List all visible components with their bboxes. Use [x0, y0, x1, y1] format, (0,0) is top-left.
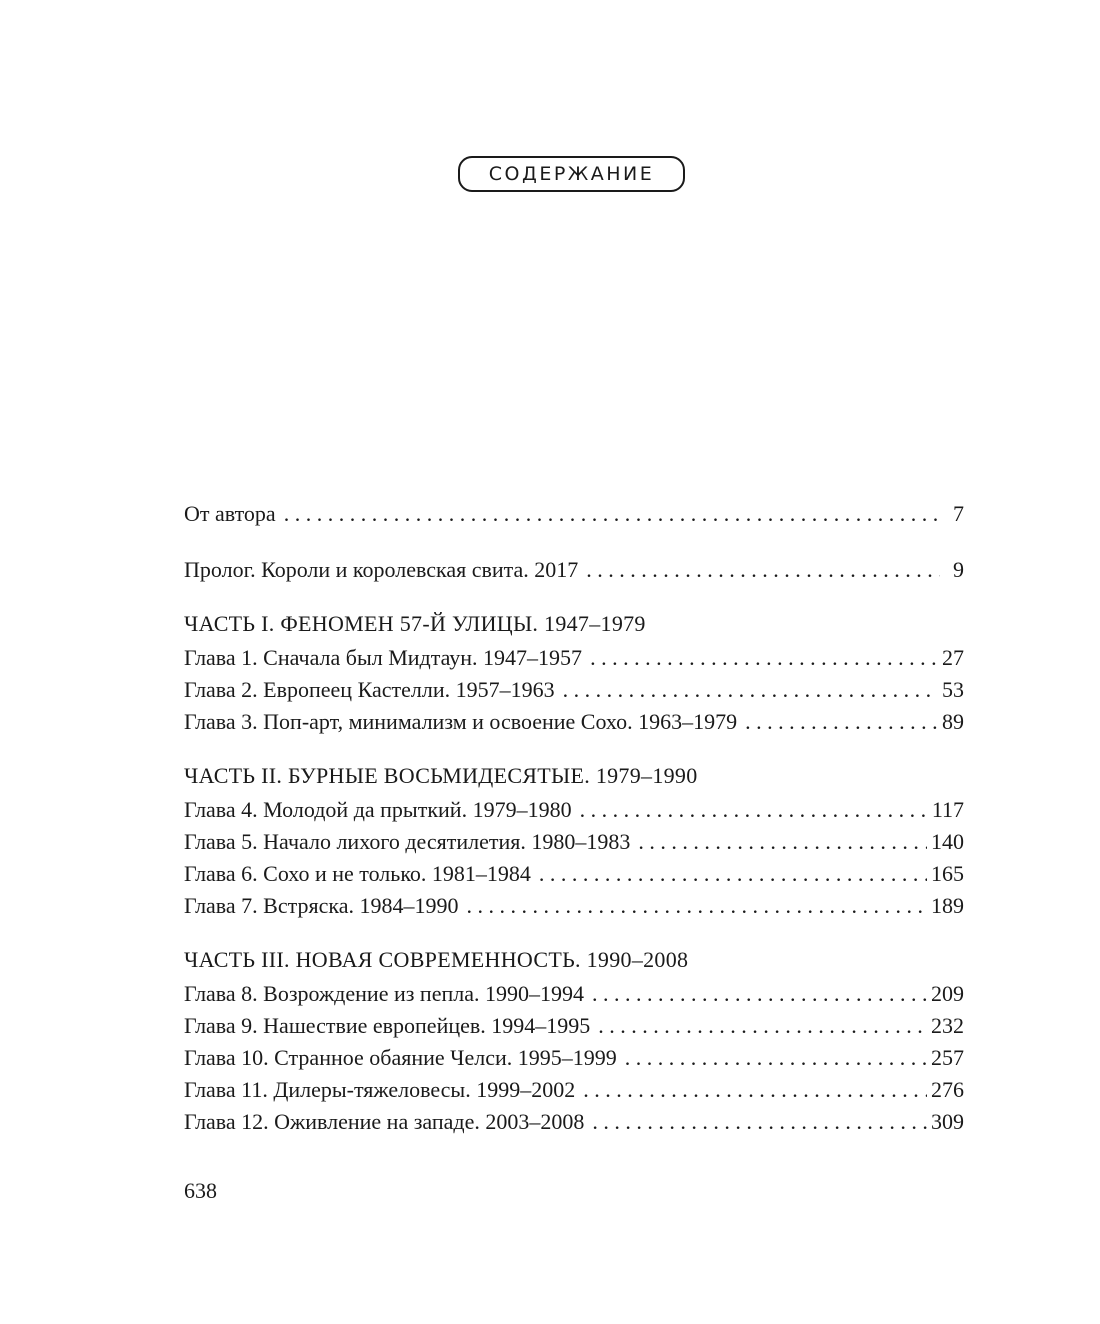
- dot-leader: [638, 826, 927, 858]
- toc-entry-page: 309: [931, 1109, 964, 1134]
- dot-leader: [625, 1042, 927, 1074]
- toc-entry-page: 117: [931, 797, 964, 822]
- dot-leader: [592, 978, 927, 1010]
- toc-entry-label: Глава 4. Молодой да прыткий. 1979–1980: [184, 797, 572, 822]
- dot-leader: [539, 858, 927, 890]
- toc-entry-chapter-9[interactable]: [184, 1010, 964, 1042]
- contents-title: СОДЕРЖАНИЕ: [488, 163, 655, 185]
- toc-entry-page: 53: [942, 677, 964, 702]
- toc-entry-chapter-3[interactable]: [184, 706, 964, 738]
- toc-entry-chapter-5[interactable]: [184, 826, 964, 858]
- toc-entry-prologue[interactable]: [184, 554, 964, 586]
- toc-entry-label: Глава 11. Дилеры-тяжеловесы. 1999–2002: [184, 1077, 576, 1102]
- toc-entry-label: От автора: [184, 501, 276, 526]
- toc-entry-page: 232: [931, 1013, 964, 1038]
- toc-entry-label: Пролог. Короли и королевская свита. 2017: [184, 557, 579, 582]
- toc-entry-page: 7: [953, 501, 964, 526]
- toc-entry-label: Глава 3. Поп-арт, минимализм и освоение Сохо. 1963–1979: [184, 709, 738, 734]
- toc-entry-label: Глава 2. Европеец Кастелли. 1957–1963: [184, 677, 555, 702]
- toc-entry-label: Глава 5. Начало лихого десятилетия. 1980–1983: [184, 829, 631, 854]
- contents-title-box: [458, 156, 685, 192]
- toc-entry-page: 27: [942, 645, 964, 670]
- dot-leader: [745, 706, 938, 738]
- toc-entry-page: 140: [931, 829, 964, 854]
- toc-entry-label: Глава 10. Странное обаяние Челси. 1995–1999: [184, 1045, 617, 1070]
- page-number: 638: [184, 1178, 217, 1203]
- toc-entry-label: Глава 12. Оживление на западе. 2003–2008: [184, 1109, 585, 1134]
- toc-entry-page: 209: [931, 981, 964, 1006]
- table-of-contents: [184, 498, 964, 1138]
- part-heading-1[interactable]: ЧАСТЬ I. ФЕНОМЕН 57-Й УЛИЦЫ. 1947–1979: [184, 611, 646, 636]
- toc-entry-label: Глава 7. Встряска. 1984–1990: [184, 893, 459, 918]
- toc-entry-page: 276: [931, 1077, 964, 1102]
- part-heading-3[interactable]: ЧАСТЬ III. НОВАЯ СОВРЕМЕННОСТЬ. 1990–2008: [184, 947, 689, 972]
- toc-entry-label: Глава 9. Нашествие европейцев. 1994–1995: [184, 1013, 591, 1038]
- toc-entry-chapter-6[interactable]: [184, 858, 964, 890]
- part-heading-2[interactable]: ЧАСТЬ II. БУРНЫЕ ВОСЬМИДЕСЯТЫЕ. 1979–1990: [184, 763, 698, 788]
- dot-leader: [583, 1074, 927, 1106]
- toc-entry-page: 89: [942, 709, 964, 734]
- dot-leader: [592, 1106, 927, 1138]
- toc-entry-chapter-4[interactable]: [184, 794, 964, 826]
- toc-entry-chapter-12[interactable]: [184, 1106, 964, 1138]
- dot-leader: [284, 498, 940, 530]
- toc-entry-chapter-1[interactable]: [184, 642, 964, 674]
- toc-entry-page: 165: [931, 861, 964, 886]
- toc-entry-chapter-11[interactable]: [184, 1074, 964, 1106]
- dot-leader: [467, 890, 928, 922]
- toc-entry-author-note[interactable]: [184, 498, 964, 530]
- toc-entry-page: 9: [953, 557, 964, 582]
- toc-entry-chapter-10[interactable]: [184, 1042, 964, 1074]
- toc-entry-label: Глава 8. Возрождение из пепла. 1990–1994: [184, 981, 584, 1006]
- toc-entry-chapter-2[interactable]: [184, 674, 964, 706]
- dot-leader: [580, 794, 928, 826]
- toc-entry-chapter-8[interactable]: [184, 978, 964, 1010]
- dot-leader: [598, 1010, 927, 1042]
- toc-entry-chapter-7[interactable]: [184, 890, 964, 922]
- dot-leader: [586, 554, 940, 586]
- dot-leader: [563, 674, 938, 706]
- toc-entry-page: 189: [931, 893, 964, 918]
- dot-leader: [590, 642, 938, 674]
- toc-entry-label: Глава 1. Сначала был Мидтаун. 1947–1957: [184, 645, 583, 670]
- toc-entry-label: Глава 6. Сохо и не только. 1981–1984: [184, 861, 531, 886]
- toc-entry-page: 257: [931, 1045, 964, 1070]
